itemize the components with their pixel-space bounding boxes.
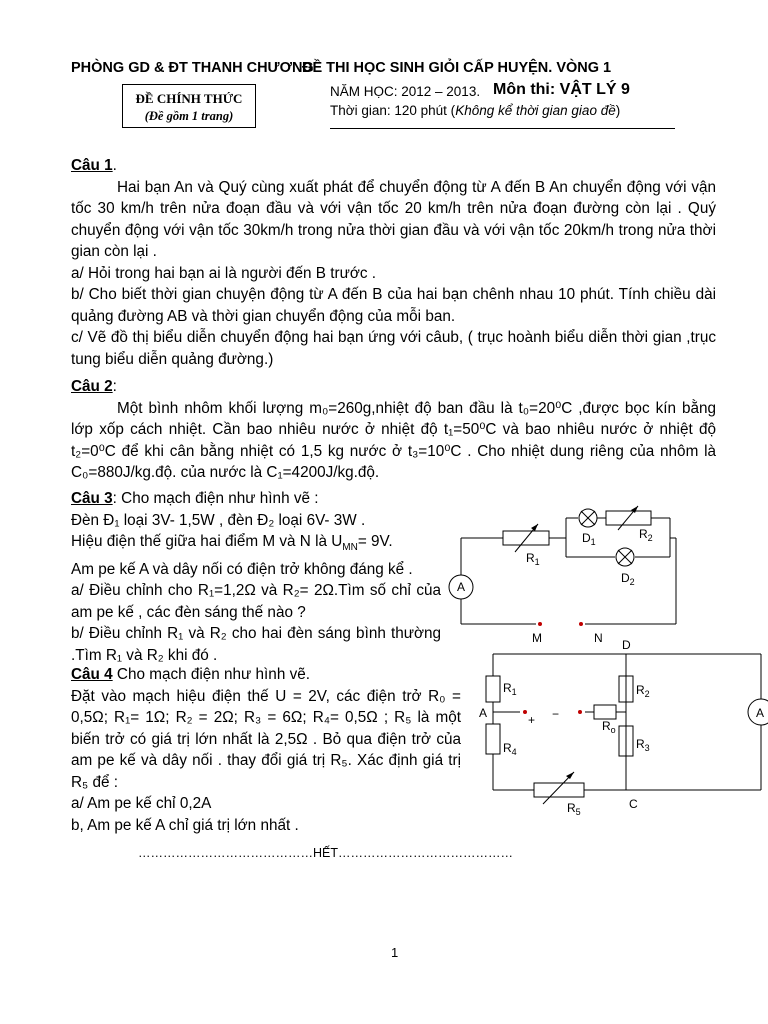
label-r5: $R_5$ — [567, 801, 581, 817]
terminal-m — [538, 622, 542, 626]
page-count-note: (Đề gồm 1 trang) — [144, 109, 234, 123]
question-3-part-a: a/ Điều chỉnh cho R₁=1,2Ω và R₂= 2Ω.Tìm số chỉ của am pe kế , các đèn sáng thế nào ? — [71, 582, 441, 621]
question-4-part-a: a/ Am pe kế chỉ 0,2A — [71, 795, 212, 812]
subject-title: Môn thi: VẬT LÝ 9 — [493, 81, 630, 98]
end-marker: ……………………………………HẾT…………………………………… — [138, 846, 513, 860]
question-1-part-c: c/ Vẽ đồ thị biểu diễn chuyển động hai bạn ứng với câub, ( trục hoành biểu diễn thời gian ,trục tung biểu diễn quảng đường.) — [71, 329, 716, 368]
official-label: ĐỀ CHÍNH THỨC — [135, 91, 243, 106]
question-3-voltage: Hiệu điện thế giữa hai điểm M và N là $U_{MN}= 9V$. — [71, 533, 393, 554]
question-2-body: Một bình nhôm khối lượng m₀=260g,nhiệt độ ban đầu là t₀=20⁰C ,được bọc kín bằng lớp xốp cách nhiệt. Cần bao nhiêu nước ở nhiệt độ t₁=50⁰C và bao nhiêu nước ở nhiệt độ t₂=0⁰C để khi cân bằng nhiệt có 1,5 kg nước ở t₃=10⁰C . Cho nhiệt dung riêng của nhôm là C₀=880J/kg.độ. của nước là C₁=4200J/kg.độ. — [71, 399, 716, 481]
terminal-n — [579, 622, 583, 626]
label-m: M — [532, 631, 542, 645]
question-2: Câu 2: Một bình nhôm khối lượng m₀=260g,nhiệt độ ban đầu là t₀=20⁰C ,được bọc kín bằng lớp xốp cách nhiệt. Cần bao nhiêu nước ở nhiệt độ t₁=50⁰C và bao nhiêu nước ở nhiệt độ t₂=0⁰C để khi cân bằng nhiệt có 1,5 kg nước ở t₃=10⁰C . Cho nhiệt dung riêng của nhôm là C₀=880J/kg.độ. của nước là C₁=4200J/kg.độ. — [71, 378, 716, 481]
label-r1: $R_1$ — [526, 551, 540, 567]
school-name: PHÒNG GD & ĐT THANH CHƯƠNG — [71, 60, 314, 76]
question-2-title: Câu 2 — [71, 378, 113, 395]
label-r4: $R_4$ — [503, 741, 517, 757]
label-r0: $R_o$ — [602, 719, 616, 735]
resistor-r0 — [594, 705, 616, 719]
question-4: Câu 4 Cho mạch điện như hình vẽ. Đặt vào mạch hiệu điện thế U = 2V, các điện trở R₀ = 0,5Ω; R₁= 1Ω; R₂ = 2Ω; R₃ = 6Ω; R₄= 0,5Ω ; R₅ là một biến trở có giá trị lớn nhất là 2,5Ω . Bỏ qua điện trở của am pe kế và dây nối . thay đổi giá trị R₅. Xác định giá trị R₅ để : a/ Am pe kế chỉ 0,2A b, Am pe kế A chỉ giá trị lớn nhất . — [71, 664, 461, 836]
question-3: Câu 3: Cho mạch điện như hình vẽ : Đèn Đ₁ loại 3V- 1,5W , đèn Đ₂ loại 6V- 3W . Hiệu điện thế giữa hai điểm M và N là $U_{MN}= 9V$. Am pe kế A và dây nối có điện trở không đáng kể . a/ Điều chỉnh cho R₁=1,2Ω và R₂= 2Ω.Tìm số chỉ của am pe kế , các đèn sáng thế nào ? b/ Điều chỉnh R₁ và R₂ cho hai đèn sáng bình thường .Tìm R₁ và R₂ khi đó . — [71, 488, 441, 666]
page-number: 1 — [391, 945, 399, 960]
question-1-body: Hai bạn An và Quý cùng xuất phát để chuyển động từ A đến B An chuyển động với vận tốc 30 km/h trên nửa đoạn đầu và với vận tốc 20 km/h trên nửa đoạn đường còn lại . Quý chuyển động với vận tốc 30km/h trong nửa thời gian đầu và với vận tốc 20km/h trong nửa thời gian còn lại . — [71, 178, 716, 260]
question-1-part-b: b/ Cho biết thời gian chuyện động từ A đến B của hai bạn chênh nhau 10 phút. Tính chiều dài quảng đường AB và thời gian chuyển động của mỗi ban. — [71, 286, 716, 325]
label-r1: $R_1$ — [503, 681, 517, 697]
question-3-ammeter-note: Am pe kế A và dây nối có điện trở không đáng kể . — [71, 560, 413, 578]
label-minus: − — [552, 707, 560, 721]
terminal-plus — [523, 710, 527, 714]
exam-title: ĐỀ THI HỌC SINH GIỎI CẤP HUYỆN. VÒNG 1 — [302, 60, 612, 76]
label-ammeter: A — [457, 580, 466, 594]
label-d2: $D_2$ — [621, 571, 635, 587]
label-ammeter: A — [756, 706, 765, 720]
question-4-title: Câu 4 — [71, 666, 113, 683]
label-d: D — [622, 638, 631, 652]
question-3-part-b: b/ Điều chỉnh R₁ và R₂ cho hai đèn sáng bình thường .Tìm R₁ và R₂ khi đó . — [71, 625, 441, 664]
question-4-body: Đặt vào mạch hiệu điện thế U = 2V, các điện trở R₀ = 0,5Ω; R₁= 1Ω; R₂ = 2Ω; R₃ = 6Ω; R₄= 0,5Ω ; R₅ là một biến trở có giá trị lớn nhất là 2,5Ω . Bỏ qua điện trở của am pe kế và dây nối . thay đổi giá trị R₅. Xác định giá trị R₅ để : — [71, 687, 461, 791]
label-d1: $D_1$ — [582, 531, 596, 547]
header-rule — [330, 128, 675, 129]
label-r3: $R_3$ — [636, 737, 650, 753]
question-1-part-a: a/ Hỏi trong hai bạn ai là người đến B trước . — [71, 264, 376, 282]
official-stamp-box — [122, 84, 256, 128]
resistor-r4 — [486, 724, 500, 754]
question-1-title: Câu 1 — [71, 157, 113, 174]
question-3-title: Câu 3 — [71, 490, 113, 507]
label-r2: $R_2$ — [639, 527, 653, 543]
resistor-r5 — [534, 783, 584, 797]
label-r2: $R_2$ — [636, 683, 650, 699]
terminal-minus — [578, 710, 582, 714]
exam-duration: Thời gian: 120 phút (Không kể thời gian giao đề) — [330, 103, 621, 118]
school-year: NĂM HỌC: 2012 – 2013. — [330, 84, 481, 99]
label-n: N — [594, 631, 603, 645]
circuit-diagram-q3 — [448, 490, 688, 650]
label-plus: + — [528, 713, 536, 727]
circuit-diagram-q4 — [470, 636, 768, 826]
question-3-lamps: Đèn Đ₁ loại 3V- 1,5W , đèn Đ₂ loại 6V- 3W . — [71, 511, 366, 529]
question-1: Câu 1. Hai bạn An và Quý cùng xuất phát để chuyển động từ A đến B An chuyển động với vận tốc 30 km/h trên nửa đoạn đầu và với vận tốc 20 km/h trên nửa đoạn đường còn lại . Quý chuyển động với vận tốc 30km/h trong nửa thời gian đầu và với vận tốc 20km/h trong nửa thời gian còn lại . a/ Hỏi trong hai bạn ai là người đến B trước . b/ Cho biết thời gian chuyện động từ A đến B của hai bạn chênh nhau 10 phút. Tính chiều dài quảng đường AB và thời gian chuyển động của mỗi ban. c/ Vẽ đồ thị biểu diễn chuyển động hai bạn ứng với câub, ( trục hoành biểu diễn thời gian ,trục tung biểu diễn quảng đường.) — [71, 155, 716, 370]
label-a-node: A — [479, 706, 488, 720]
resistor-r1 — [486, 676, 500, 702]
question-4-part-b: b, Am pe kế A chỉ giá trị lớn nhất . — [71, 816, 299, 834]
label-c: C — [629, 797, 638, 811]
